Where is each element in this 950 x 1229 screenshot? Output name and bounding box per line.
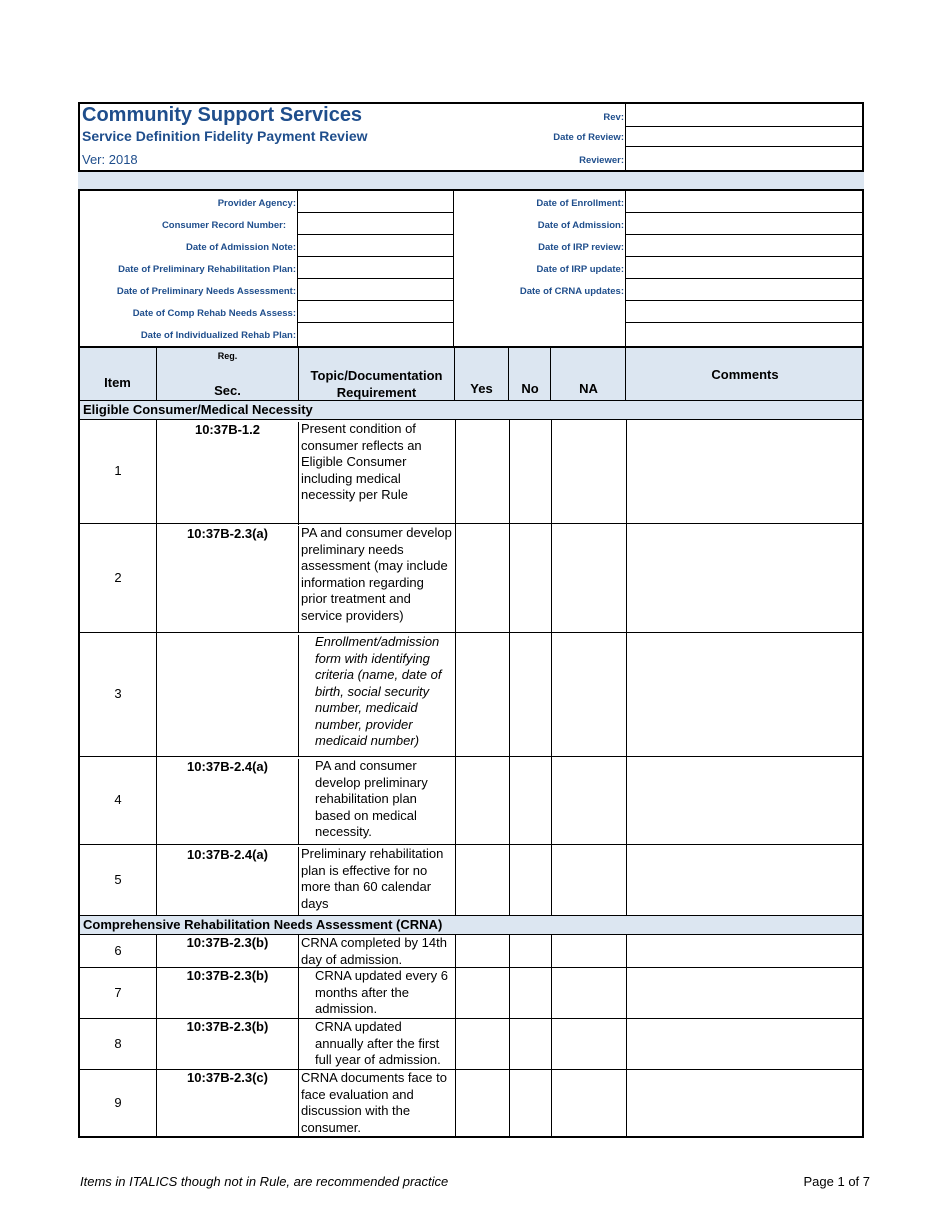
- review-date-field[interactable]: [625, 127, 864, 147]
- col-no-header: No: [521, 381, 539, 396]
- item-number: 8: [80, 1019, 157, 1069]
- item-number: 7: [80, 968, 157, 1018]
- na-check[interactable]: [552, 845, 627, 915]
- section-header: Comprehensive Rehabilitation Needs Assessment (CRNA): [78, 916, 864, 935]
- topic-text: PA and consumer develop preliminary rehabilitation plan based on medical necessity.: [299, 757, 456, 844]
- form-title: Community Support Services: [82, 104, 363, 126]
- col-item-header: Item: [104, 375, 131, 390]
- table-row: [78, 633, 864, 757]
- reg-section: 10:37B-2.3(b): [157, 935, 299, 967]
- no-check[interactable]: [510, 420, 552, 523]
- section-header: Eligible Consumer/Medical Necessity: [78, 401, 864, 420]
- rev-field[interactable]: [625, 102, 864, 127]
- table-row: [78, 935, 864, 968]
- extra-field-1[interactable]: [625, 301, 864, 323]
- table-row: [78, 524, 864, 633]
- comments-field[interactable]: [627, 757, 864, 844]
- admission-date-label: Date of Admission:: [537, 220, 624, 231]
- comments-field[interactable]: [627, 968, 864, 1018]
- enrollment-date-label: Date of Enrollment:: [536, 198, 624, 209]
- col-topic-header: Topic/Documentation Requirement: [310, 368, 443, 400]
- comments-field[interactable]: [627, 1019, 864, 1069]
- extra-field-2[interactable]: [625, 323, 864, 346]
- no-check[interactable]: [510, 524, 552, 632]
- topic-text: Present condition of consumer reflects an Eligible Consumer including medical necessity per Rule: [299, 420, 456, 523]
- item-number: 2: [80, 524, 157, 632]
- consumer-record-label: Consumer Record Number:: [161, 220, 286, 231]
- topic-text: CRNA completed by 14th day of admission.: [299, 935, 456, 967]
- reg-section: 10:37B-2.3(a): [157, 526, 299, 632]
- form-subtitle: Service Definition Fidelity Payment Review: [82, 128, 368, 144]
- yes-check[interactable]: [456, 633, 510, 756]
- topic-text: PA and consumer develop preliminary needs assessment (may include information regarding prior treatment and service providers): [299, 524, 456, 632]
- reg-section: 10:37B-2.3(b): [157, 1019, 299, 1069]
- col-sec-header: Sec.: [214, 383, 241, 398]
- provider-agency-label: Provider Agency:: [217, 198, 296, 209]
- reviewer-field[interactable]: [625, 147, 864, 170]
- rev-label: Rev:: [603, 112, 624, 123]
- topic-text: CRNA updated annually after the first full year of admission.: [299, 1019, 456, 1069]
- col-reg-header: Reg.: [217, 351, 238, 361]
- table-row: [78, 968, 864, 1019]
- review-date-label: Date of Review:: [553, 132, 624, 143]
- reg-section: 10:37B-2.3(c): [157, 1070, 299, 1136]
- na-check[interactable]: [552, 935, 627, 967]
- comp-rehab-field[interactable]: [297, 301, 454, 323]
- yes-check[interactable]: [456, 757, 510, 844]
- yes-check[interactable]: [456, 935, 510, 967]
- irp-review-label: Date of IRP review:: [538, 242, 624, 253]
- header-band: [78, 170, 864, 191]
- admission-note-label: Date of Admission Note:: [186, 242, 296, 253]
- na-check[interactable]: [552, 1070, 627, 1136]
- prelim-needs-field[interactable]: [297, 279, 454, 301]
- na-check[interactable]: [552, 633, 627, 756]
- topic-text: Preliminary rehabilitation plan is effective for no more than 60 calendar days: [299, 845, 456, 915]
- na-check[interactable]: [552, 757, 627, 844]
- footer-note: Items in ITALICS though not in Rule, are recommended practice: [80, 1174, 449, 1189]
- admission-date-field[interactable]: [625, 213, 864, 235]
- prelim-rehab-plan-field[interactable]: [297, 257, 454, 279]
- prelim-rehab-plan-label: Date of Preliminary Rehabilitation Plan:: [118, 264, 296, 275]
- no-check[interactable]: [510, 935, 552, 967]
- no-check[interactable]: [510, 1019, 552, 1069]
- crna-updates-label: Date of CRNA updates:: [519, 286, 624, 297]
- consumer-record-field[interactable]: [297, 213, 454, 235]
- table-row: [78, 420, 864, 524]
- reg-section: 10:37B-1.2: [157, 422, 299, 525]
- prelim-needs-label: Date of Preliminary Needs Assessment:: [116, 286, 296, 297]
- reg-section: 10:37B-2.4(a): [157, 847, 299, 915]
- admission-note-field[interactable]: [297, 235, 454, 257]
- table-row: [78, 1019, 864, 1070]
- comments-field[interactable]: [627, 524, 864, 632]
- provider-agency-field[interactable]: [297, 191, 454, 213]
- enrollment-date-field[interactable]: [625, 191, 864, 213]
- page-number: Page 1 of 7: [803, 1174, 870, 1189]
- reg-section: 10:37B-2.4(a): [157, 759, 299, 844]
- col-comments-header: Comments: [711, 367, 779, 382]
- col-na-header: NA: [579, 381, 598, 396]
- item-number: 3: [80, 633, 157, 756]
- yes-check[interactable]: [456, 1019, 510, 1069]
- reg-section: 10:37B-2.3(b): [157, 968, 299, 1018]
- col-yes-header: Yes: [470, 381, 493, 396]
- yes-check[interactable]: [456, 1070, 510, 1136]
- yes-check[interactable]: [456, 420, 510, 523]
- item-number: 5: [80, 845, 157, 915]
- no-check[interactable]: [510, 633, 552, 756]
- no-check[interactable]: [510, 1070, 552, 1136]
- col-item-cell: [78, 346, 157, 402]
- no-check[interactable]: [510, 757, 552, 844]
- form-version: Ver: 2018: [82, 152, 138, 167]
- irp-update-label: Date of IRP update:: [536, 264, 624, 275]
- no-check[interactable]: [510, 845, 552, 915]
- topic-text: CRNA documents face to face evaluation and discussion with the consumer.: [299, 1070, 456, 1136]
- yes-check[interactable]: [456, 968, 510, 1018]
- irp-update-field[interactable]: [625, 257, 864, 279]
- comp-rehab-label: Date of Comp Rehab Needs Assess:: [132, 308, 296, 319]
- comments-field[interactable]: [627, 420, 864, 523]
- reviewer-label: Reviewer:: [579, 155, 624, 166]
- na-check[interactable]: [552, 968, 627, 1018]
- topic-text: Enrollment/admission form with identifying criteria (name, date of birth, social security number, medicaid number, provider medicaid number): [299, 633, 456, 756]
- crna-updates-field[interactable]: [625, 279, 864, 301]
- yes-check[interactable]: [456, 845, 510, 915]
- reg-section: [157, 635, 299, 756]
- table-row: [78, 1070, 864, 1138]
- item-number: 4: [80, 757, 157, 844]
- na-check[interactable]: [552, 1019, 627, 1069]
- comments-field[interactable]: [627, 1070, 864, 1136]
- item-number: 9: [80, 1070, 157, 1136]
- no-check[interactable]: [510, 968, 552, 1018]
- irp-review-field[interactable]: [625, 235, 864, 257]
- item-number: 6: [80, 935, 157, 967]
- comments-field[interactable]: [627, 935, 864, 967]
- indiv-rehab-label: Date of Individualized Rehab Plan:: [140, 330, 296, 341]
- comments-field[interactable]: [627, 845, 864, 915]
- item-number: 1: [80, 420, 157, 523]
- comments-field[interactable]: [627, 633, 864, 756]
- na-check[interactable]: [552, 524, 627, 632]
- table-row: [78, 845, 864, 916]
- yes-check[interactable]: [456, 524, 510, 632]
- topic-text: CRNA updated every 6 months after the admission.: [299, 968, 456, 1018]
- table-row: [78, 757, 864, 845]
- na-check[interactable]: [552, 420, 627, 523]
- indiv-rehab-field[interactable]: [297, 323, 454, 346]
